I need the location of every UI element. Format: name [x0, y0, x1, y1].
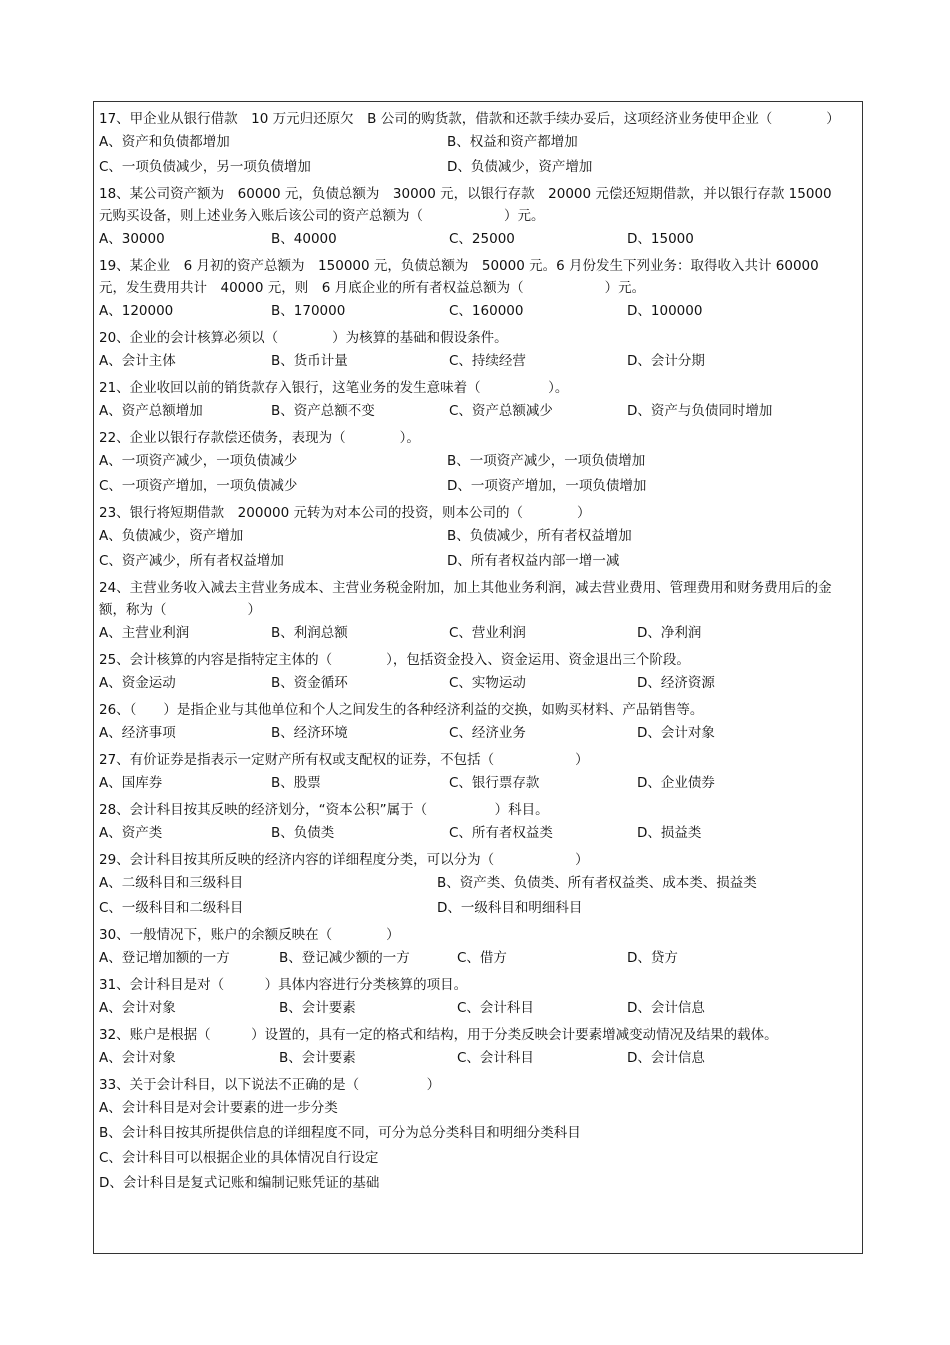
option-a: A、资金运动 [99, 675, 176, 691]
options-row [99, 299, 839, 324]
option-c: C、会计科目可以根据企业的具体情况自行设定 [99, 1150, 379, 1166]
option-d: D、会计信息 [627, 1000, 705, 1016]
option-a: A、登记增加额的一方 [99, 950, 230, 966]
option-b: B、负债减少，所有者权益增加 [447, 528, 632, 544]
option-a: A、资产总额增加 [99, 403, 203, 419]
option-c: C、一项负债减少，另一项负债增加 [99, 159, 311, 175]
option-a: A、会计对象 [99, 1000, 176, 1016]
options-row [99, 399, 839, 424]
option-b: B、经济环境 [271, 725, 348, 741]
question-24 [99, 577, 839, 646]
option-d: D、贷方 [627, 950, 678, 966]
option-a: A、会计主体 [99, 353, 176, 369]
question-17 [99, 108, 839, 180]
option-a: A、会计科目是对会计要素的进一步分类 [99, 1100, 338, 1116]
option-a: A、资产类 [99, 825, 163, 841]
option-b: B、货币计量 [271, 353, 348, 369]
option-c: C、资产总额减少 [449, 403, 553, 419]
option-b: B、会计要素 [279, 1000, 356, 1016]
option-d: D、会计分期 [627, 353, 705, 369]
option-b: B、登记减少额的一方 [279, 950, 410, 966]
option-d: D、损益类 [637, 825, 702, 841]
option-b: B、资产类、负债类、所有者权益类、成本类、损益类 [437, 875, 757, 891]
option-a: A、经济事项 [99, 725, 176, 741]
options-row [99, 896, 839, 921]
option-c: C、借方 [457, 950, 507, 966]
question-31 [99, 974, 839, 1021]
question-25 [99, 649, 839, 696]
question-stem: 25、会计核算的内容是指特定主体的（ ），包括资金投入、资金运用、资金退出三个阶段。 [99, 652, 690, 668]
question-26 [99, 699, 839, 746]
question-stem: 30、一般情况下，账户的余额反映在（ ） [99, 927, 400, 943]
option-c: C、所有者权益类 [449, 825, 553, 841]
question-33 [99, 1074, 839, 1196]
option-a: A、资产和负债都增加 [99, 134, 230, 150]
option-c: C、一级科目和二级科目 [99, 900, 244, 916]
options-row [99, 155, 839, 180]
question-stem: 32、账户是根据（ ）设置的，具有一定的格式和结构，用于分类反映会计要素增减变动情况及结果的载体。 [99, 1027, 778, 1043]
option-d: D、会计信息 [627, 1050, 705, 1066]
question-stem: 23、银行将短期借款 200000 元转为对本公司的投资，则本公司的（ ） [99, 505, 591, 521]
options-row [99, 946, 839, 971]
options-row [99, 227, 839, 252]
options-row [99, 349, 839, 374]
option-b: B、负债类 [271, 825, 335, 841]
option-d: D、100000 [627, 303, 703, 319]
option-b: B、一项资产减少，一项负债增加 [447, 453, 646, 469]
option-a: A、负债减少，资产增加 [99, 528, 244, 544]
options-row [99, 130, 839, 155]
question-stem: 27、有价证券是指表示一定财产所有权或支配权的证券，不包括（ ） [99, 752, 589, 768]
option-c: C、160000 [449, 303, 524, 319]
question-stem: 28、会计科目按其反映的经济划分，“资本公积”属于（ ）科目。 [99, 802, 549, 818]
option-a: A、国库券 [99, 775, 163, 791]
option-c: C、持续经营 [449, 353, 526, 369]
question-stem: 29、会计科目按其所反映的经济内容的详细程度分类，可以分为（ ） [99, 852, 589, 868]
question-18 [99, 183, 839, 252]
option-b: B、会计科目按其所提供信息的详细程度不同，可分为总分类科目和明细分类科目 [99, 1125, 581, 1141]
question-stem: 19、某企业 6 月初的资产总额为 150000 元，负债总额为 50000 元。6 月份发生下列业务：取得收入共计 60000 元，发生费用共计 40000 元，则 6 月底企业的所有者权益总额为（ ）元。 [99, 258, 819, 296]
options-row [99, 474, 839, 499]
options-row [99, 771, 839, 796]
option-c: C、会计科目 [457, 1050, 534, 1066]
question-19 [99, 255, 839, 324]
option-a: A、主营业利润 [99, 625, 190, 641]
option-c: C、经济业务 [449, 725, 526, 741]
options-row [99, 671, 839, 696]
question-stem: 20、企业的会计核算必须以（ ）为核算的基础和假设条件。 [99, 330, 508, 346]
option-a: A、120000 [99, 303, 174, 319]
option-b: B、170000 [271, 303, 346, 319]
options-row [99, 1046, 839, 1071]
option-d: D、资产与负债同时增加 [627, 403, 773, 419]
option-b: B、股票 [271, 775, 321, 791]
options-row [99, 621, 839, 646]
options-row [99, 821, 839, 846]
option-a: A、二级科目和三级科目 [99, 875, 244, 891]
question-stem: 33、关于会计科目，以下说法不正确的是（ ） [99, 1077, 441, 1093]
option-d: D、经济资源 [637, 675, 715, 691]
option-c: C、银行票存款 [449, 775, 540, 791]
question-20 [99, 327, 839, 374]
question-stem: 31、会计科目是对（ ）具体内容进行分类核算的项目。 [99, 977, 468, 993]
question-stem: 22、企业以银行存款偿还债务，表现为（ ）。 [99, 430, 420, 446]
question-stem: 18、某公司资产额为 60000 元，负债总额为 30000 元，以银行存款 20000 元偿还短期借款，并以银行存款 15000 元购买设备，则上述业务入账后该公司的资产总额为（ ）元。 [99, 186, 832, 224]
option-b: B、资金循环 [271, 675, 348, 691]
option-c: C、营业利润 [449, 625, 526, 641]
options-row [99, 449, 839, 474]
option-d: D、一项资产增加，一项负债增加 [447, 478, 647, 494]
question-22 [99, 427, 839, 499]
option-d: D、所有者权益内部一增一减 [447, 553, 620, 569]
option-c: C、会计科目 [457, 1000, 534, 1016]
question-28 [99, 799, 839, 846]
question-29 [99, 849, 839, 921]
option-c: C、实物运动 [449, 675, 526, 691]
question-list [99, 105, 839, 1196]
options-row [99, 524, 839, 549]
option-d: D、负债减少，资产增加 [447, 159, 593, 175]
option-b: B、利润总额 [271, 625, 348, 641]
options-row [99, 996, 839, 1021]
options-row [99, 871, 839, 896]
options-row [99, 721, 839, 746]
question-30 [99, 924, 839, 971]
question-27 [99, 749, 839, 796]
option-b: B、会计要素 [279, 1050, 356, 1066]
question-stem: 26、（ ）是指企业与其他单位和个人之间发生的各种经济利益的交换，如购买材料、产品销售等。 [99, 702, 704, 718]
option-d: D、15000 [627, 231, 694, 247]
option-a: A、会计对象 [99, 1050, 176, 1066]
option-c: C、25000 [449, 231, 515, 247]
option-c: C、资产减少，所有者权益增加 [99, 553, 284, 569]
question-21 [99, 377, 839, 424]
option-d: D、会计科目是复式记账和编制记账凭证的基础 [99, 1175, 380, 1191]
option-d: D、净利润 [637, 625, 702, 641]
question-stem: 21、企业收回以前的销货款存入银行，这笔业务的发生意味着（ ）。 [99, 380, 569, 396]
option-b: B、权益和资产都增加 [447, 134, 578, 150]
question-stem: 17、甲企业从银行借款 10 万元归还原欠 B 公司的购货款，借款和还款手续办妥后，这项经济业务使甲企业（ ） [99, 111, 840, 127]
option-c: C、一项资产增加，一项负债减少 [99, 478, 298, 494]
option-a: A、30000 [99, 231, 165, 247]
option-d: D、一级科目和明细科目 [437, 900, 583, 916]
question-32 [99, 1024, 839, 1071]
question-23 [99, 502, 839, 574]
option-b: B、40000 [271, 231, 337, 247]
option-b: B、资产总额不变 [271, 403, 375, 419]
option-d: D、企业债券 [637, 775, 715, 791]
question-stem: 24、主营业务收入减去主营业务成本、主营业务税金附加，加上其他业务利润，减去营业费用、管理费用和财务费用后的金额，称为（ ） [99, 580, 832, 618]
options-row [99, 549, 839, 574]
option-a: A、一项资产减少，一项负债减少 [99, 453, 298, 469]
option-d: D、会计对象 [637, 725, 715, 741]
